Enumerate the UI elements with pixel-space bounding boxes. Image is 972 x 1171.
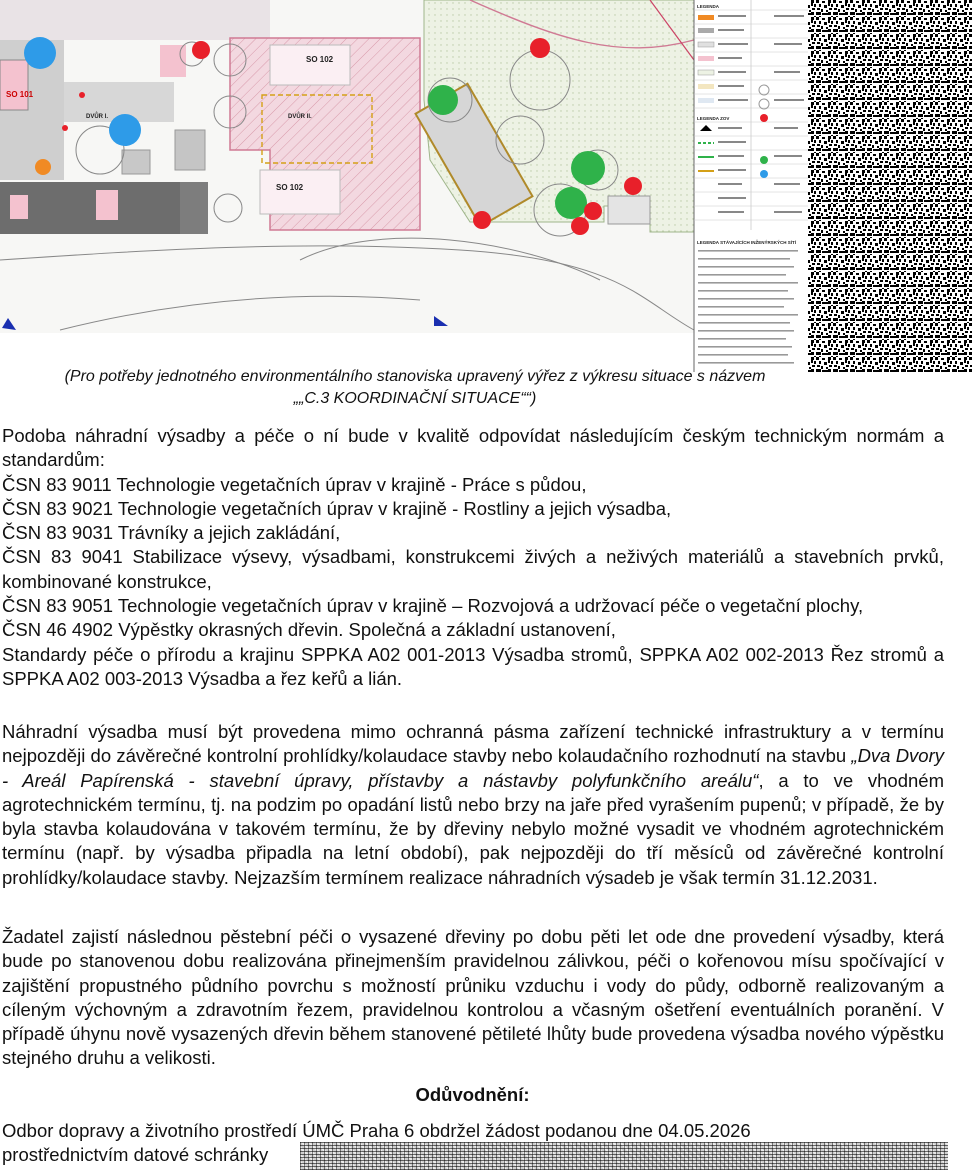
redacted-area (300, 1142, 948, 1170)
tree-red (79, 92, 85, 98)
tree-red (62, 125, 68, 131)
justification-line-1: Odbor dopravy a životního prostředí ÚMČ Praha 6 obdržel žádost podanou dne 04.05.2026 (2, 1120, 751, 1141)
site-plan-figure (0, 0, 972, 372)
tree-red (584, 202, 602, 220)
justification-line-2: prostřednictvím datové schránky (2, 1144, 269, 1166)
tree-green (555, 187, 587, 219)
standards-intro: Podoba náhradní výsadby a péče o ní bude v kvalitě odpovídat následujícím českým technickým normám a standardům: (2, 425, 944, 471)
tree-green (571, 151, 605, 185)
tree-red (192, 41, 210, 59)
standard-item: Standardy péče o přírodu a krajinu SPPKA A02 001-2013 Výsadba stromů, SPPKA A02 002-2013 Řez stromů a SPPKA A02 003-2013 Výsadba a řez keřů a lián. (2, 643, 944, 689)
tree-red (571, 217, 589, 235)
label-so102-top: SO 102 (306, 55, 334, 64)
label-so101: SO 101 (6, 90, 34, 99)
planting-text-before: Náhradní výsadba musí být provedena mimo ochranná pásma zařízení technické infrastruktury a v termínu nejpozději do závěrečné kontrolní prohlídky/kolaudace stavby nebo kolaudačního rozhodnutí na stavbu (2, 721, 944, 767)
standard-item: ČSN 46 4902 Výpěstky okrasných dřevin. Společná a základní ustanovení, (2, 619, 616, 641)
standard-item: ČSN 83 9011 Technologie vegetačních úprav v krajině - Práce s půdou, (2, 473, 587, 495)
tree-red (473, 211, 491, 229)
legend-heading-zov: LEGENDA ZOV (697, 116, 730, 121)
tree-blue (109, 114, 141, 146)
planting-paragraph (2, 720, 944, 890)
tree-red (624, 177, 642, 195)
tree-red (530, 38, 550, 58)
planting-text-after: , a to ve vhodném agrotechnickém termínu, tj. na podzim po opadání listů nebo brzy na jaře před vyrašením pupenů; v případě, že by byla stavba kolaudována v takovém termínu, že by dřeviny nebylo možné vysadit ve vhodném agrotechnickém termínu (např. by výsadba připadla na letní období), pak nejpozději do tří měsíců od závěrečné kontrolní prohlídky/kolaudace stavby. Nejzazším termínem realizace náhradních výsadeb je však termín 31.12.2031. (2, 769, 944, 888)
standard-item: ČSN 83 9021 Technologie vegetačních úprav v krajině - Rostliny a jejich výsadba, (2, 497, 672, 519)
tree-green (428, 85, 458, 115)
figure-caption-line-2: „„C.3 KOORDINAČNÍ SITUACE““) (293, 390, 537, 407)
standard-item: ČSN 83 9031 Trávníky a jejich zakládání, (2, 522, 341, 544)
redacted-area (808, 0, 972, 372)
legend-heading-networks: LEGENDA STÁVAJÍCÍCH INŽENÝRSKÝCH SÍTÍ (697, 240, 797, 245)
care-paragraph: Žadatel zajistí následnou pěstební péči o vysazené dřeviny po dobu pěti let ode dne provedení výsadby, která bude po stanovenou dobu realizována přinejmenším pravidelnou zálivkou, péči o kořenovou mísu spočívající v zajištění propustného půdního povrchu s možností průniku vzduchu i vody do půdy, odborně realizovaným a cíleným výchovným a zdravotním řezem, pravidelnou kontrolou a včasným ošetření eventuálních poranění. V případě úhynu nově vysazených dřevin během stanovené pětileté lhůty bude provedena výsadba nového výpěstku stejného druhu a velikosti. (2, 926, 944, 1069)
label-dvur-2: DVŮR II. (288, 114, 312, 120)
plan-legend (694, 0, 808, 372)
project-name: „Dva Dvory - Areál Papírenská - stavební úpravy, přístavby a nástavby polyfunkčního areálu“ (2, 745, 944, 791)
label-dvur-1: DVŮR I. (86, 114, 109, 120)
standard-item: ČSN 83 9051 Technologie vegetačních úprav v krajině – Rozvojová a udržovací péče o vegetační plochy, (2, 595, 864, 617)
label-so102-bottom: SO 102 (276, 183, 304, 192)
tree-blue (24, 37, 56, 69)
figure-caption-line-1: (Pro potřeby jednotného environmentálního stanoviska upravený výřez z výkresu situace s názvem (64, 368, 766, 385)
tree-orange (35, 159, 51, 175)
legend-heading: LEGENDA (697, 4, 720, 9)
standards-paragraph (2, 424, 944, 691)
standard-item: ČSN 83 9041 Stabilizace výsevy, výsadbami, konstrukcemi živých a neživých materiálů a stavebních prvků, kombinované konstrukce, (2, 546, 944, 592)
section-heading: Odůvodnění: (415, 1084, 530, 1105)
